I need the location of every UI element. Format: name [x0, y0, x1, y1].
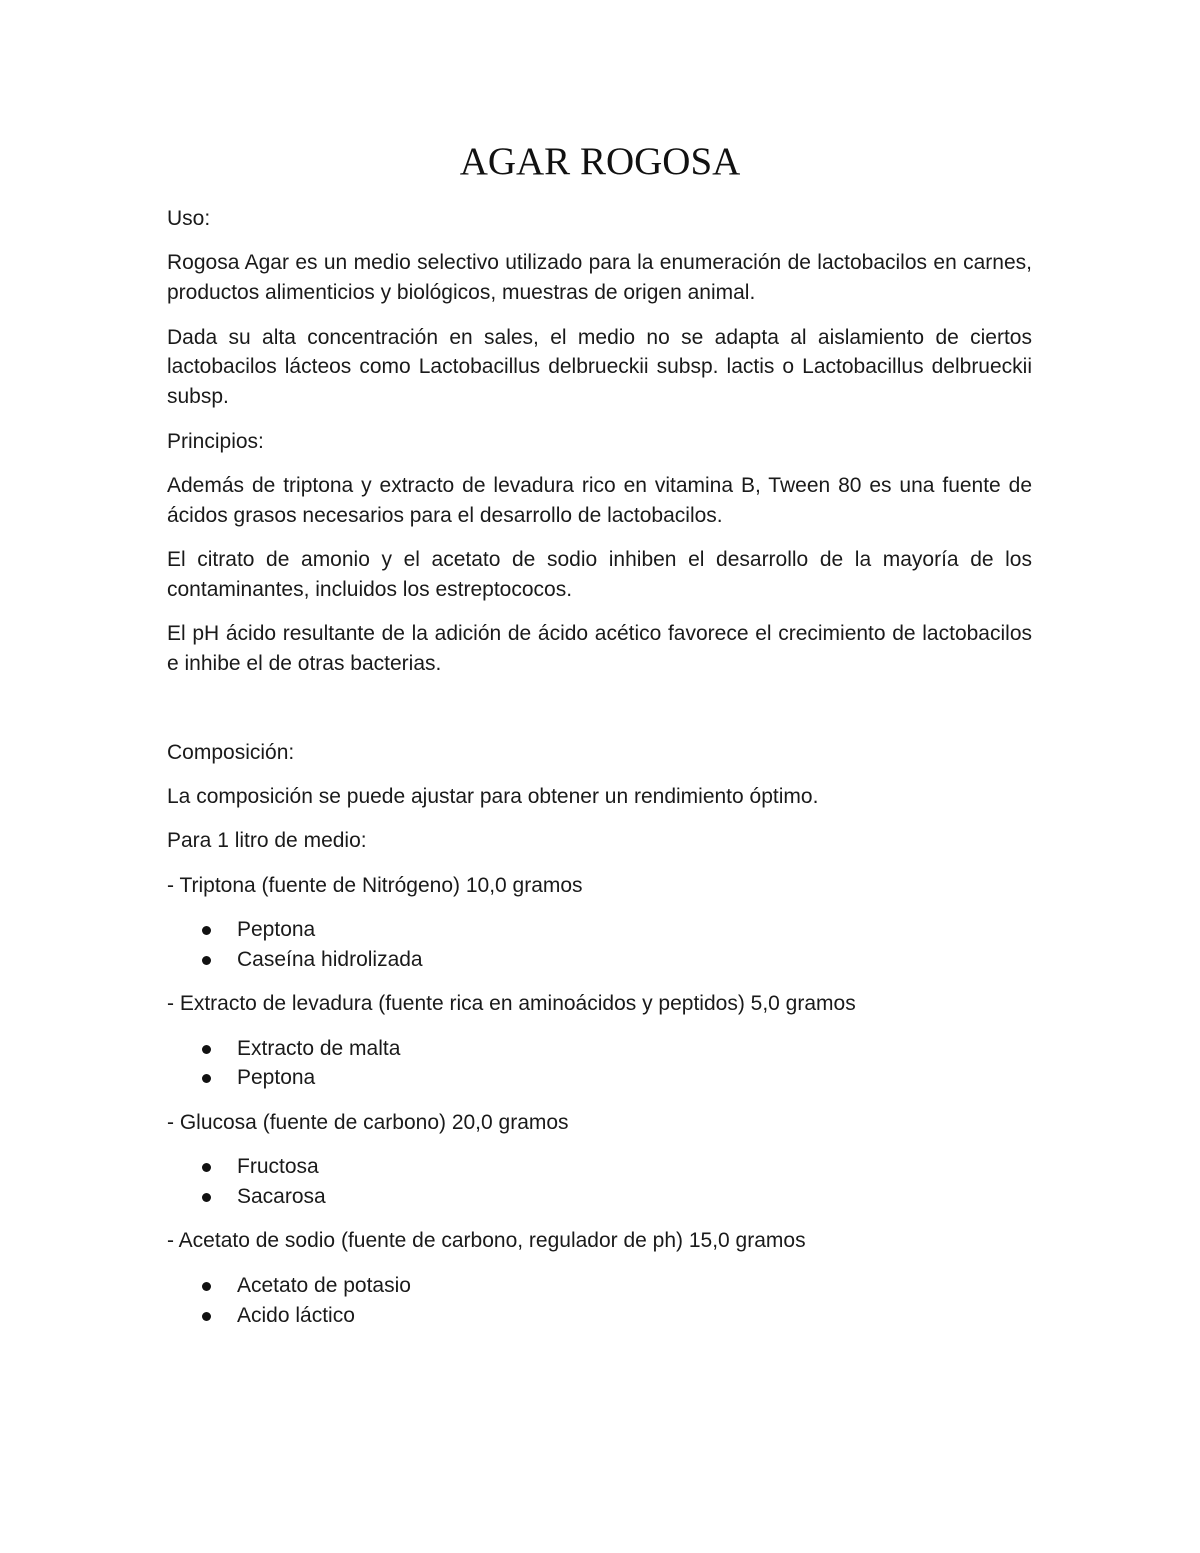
ingredient-line: - Acetato de sodio (fuente de carbono, regulador de ph) 15,0 gramos	[167, 1229, 806, 1253]
document-title: AGAR ROGOSA	[459, 140, 741, 183]
list-item	[167, 1301, 1032, 1331]
list-item	[167, 1271, 1032, 1301]
bullet-icon	[202, 1193, 211, 1202]
ingredient-sublist	[167, 1271, 1032, 1331]
list-item-label: Extracto de malta	[237, 1036, 401, 1060]
bullet-icon	[202, 1045, 211, 1054]
list-item	[167, 945, 1032, 975]
bullet-icon	[202, 1074, 211, 1083]
section-spacer	[167, 694, 1032, 738]
bullet-icon	[202, 1282, 211, 1291]
list-item-label: Caseína hidrolizada	[237, 947, 423, 971]
list-item	[167, 1182, 1032, 1212]
uso-paragraph-2: Dada su alta concentración en sales, el medio no se adapta al aislamiento de ciertos lactobacilos lácteos como Lactobacillus delbrueckii subsp. lactis o Lactobacillus delbrueckii subsp.	[167, 325, 1032, 409]
principios-heading: Principios:	[167, 429, 264, 453]
composicion-paragraph-1: La composición se puede ajustar para obtener un rendimiento óptimo.	[167, 784, 819, 808]
bullet-icon	[202, 1163, 211, 1172]
list-item	[167, 1063, 1032, 1093]
list-item-label: Acido láctico	[237, 1303, 355, 1327]
ingredient-sublist	[167, 915, 1032, 975]
bullet-icon	[202, 926, 211, 935]
ingredient-line: - Triptona (fuente de Nitrógeno) 10,0 gramos	[167, 873, 583, 897]
uso-heading: Uso:	[167, 207, 211, 230]
list-item	[167, 1034, 1032, 1064]
list-item-label: Peptona	[237, 1066, 316, 1090]
ingredient-sublist	[167, 1034, 1032, 1094]
list-item	[167, 1152, 1032, 1182]
list-item-label: Peptona	[237, 918, 316, 942]
principios-paragraph-2: El citrato de amonio y el acetato de sodio inhiben el desarrollo de la mayoría de los contaminantes, incluidos los estreptococos.	[167, 548, 1032, 601]
ingredient-sublist	[167, 1152, 1032, 1212]
list-item-label: Acetato de potasio	[237, 1273, 411, 1297]
composicion-paragraph-2: Para 1 litro de medio:	[167, 829, 367, 853]
uso-paragraph-1: Rogosa Agar es un medio selectivo utilizado para la enumeración de lactobacilos en carnes, productos alimenticios y biológicos, muestras de origen animal.	[167, 251, 1032, 305]
ingredient-line: - Glucosa (fuente de carbono) 20,0 gramos	[167, 1110, 569, 1134]
bullet-icon	[202, 1312, 211, 1321]
list-item-label: Fructosa	[237, 1155, 319, 1179]
principios-paragraph-3: El pH ácido resultante de la adición de ácido acético favorece el crecimiento de lactobacilos e inhibe el de otras bacterias.	[167, 622, 1032, 676]
document-body	[167, 204, 1032, 1345]
list-item	[167, 915, 1032, 945]
principios-paragraph-1: Además de triptona y extracto de levadura rico en vitamina B, Tween 80 es una fuente de ácidos grasos necesarios para el desarrollo de lactobacilos.	[167, 473, 1032, 527]
list-item-label: Sacarosa	[237, 1185, 326, 1209]
bullet-icon	[202, 956, 211, 965]
ingredient-line: - Extracto de levadura (fuente rica en aminoácidos y peptidos) 5,0 gramos	[167, 992, 856, 1016]
composicion-heading: Composición:	[167, 740, 295, 764]
